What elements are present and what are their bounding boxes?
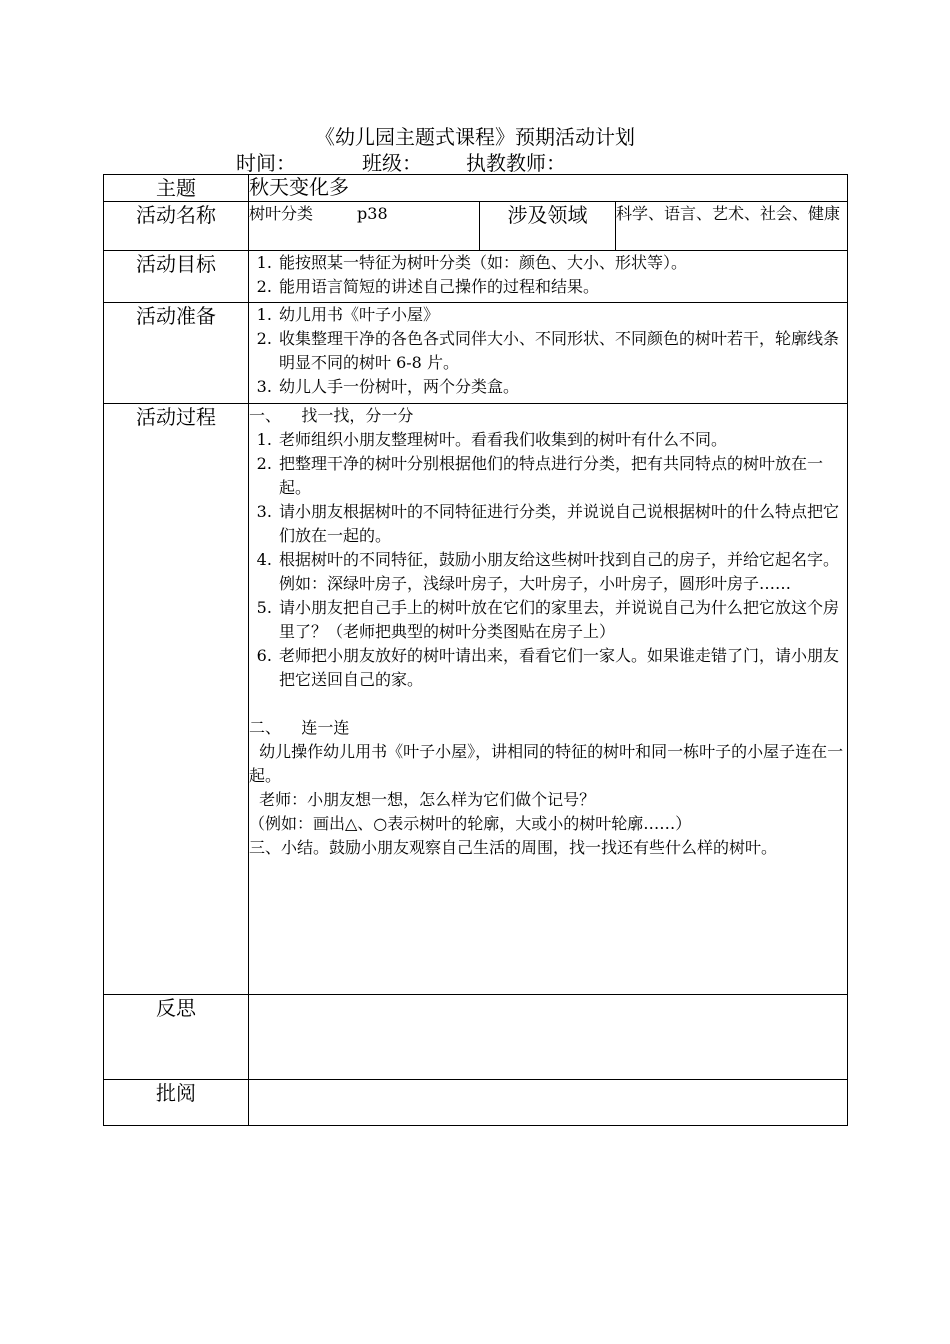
review-cell bbox=[249, 1080, 848, 1126]
list-item: 2. 能用语言简短的讲述自己操作的过程和结果。 bbox=[277, 275, 847, 299]
list-item: 2. 收集整理干净的各色各式同伴大小、不同形状、不同颜色的树叶若干，轮廓线条明显不同的树叶 6-8 片。 bbox=[277, 327, 847, 375]
topic-label: 主题 bbox=[104, 175, 249, 202]
process-row bbox=[104, 404, 848, 995]
teacher-label: 执教教师： bbox=[466, 151, 566, 175]
list-item: 4. 根据树叶的不同特征，鼓励小朋友给这些树叶找到自己的房子，并给它起名字。例如：深绿叶房子，浅绿叶房子，大叶房子，小叶房子，圆形叶房子…… bbox=[277, 548, 847, 596]
activity-name-cell bbox=[249, 202, 480, 251]
goal-cell bbox=[249, 251, 848, 303]
list-item: 1. 能按照某一特征为树叶分类（如：颜色、大小、形状等）。 bbox=[277, 251, 847, 275]
section-2-para: 幼儿操作幼儿用书《叶子小屋》，讲相同的特征的树叶和同一栋叶子的小屋子连在一起。 bbox=[249, 742, 844, 785]
process-list bbox=[249, 428, 847, 692]
reflection-label: 反思 bbox=[104, 995, 249, 1080]
review-row bbox=[104, 1080, 848, 1126]
review-label: 批阅 bbox=[104, 1080, 249, 1126]
process-label: 活动过程 bbox=[104, 404, 249, 995]
activity-name-label: 活动名称 bbox=[104, 202, 249, 251]
list-item: 6. 老师把小朋友放好的树叶请出来，看看它们一家人。如果谁走错了门，请小朋友把它送回自己的家。 bbox=[277, 644, 847, 692]
meta-line bbox=[236, 150, 566, 176]
goal-row bbox=[104, 251, 848, 303]
prep-list bbox=[249, 303, 847, 399]
section-3-summary: 三、小结。鼓励小朋友观察自己生活的周围，找一找还有些什么样的树叶。 bbox=[249, 838, 778, 857]
goal-label: 活动目标 bbox=[104, 251, 249, 303]
class-label: 班级： bbox=[362, 151, 422, 175]
section-2-para: （例如：画出△、○表示树叶的轮廓，大或小的树叶轮廓……） bbox=[249, 814, 692, 833]
domain-label: 涉及领域 bbox=[480, 202, 616, 251]
topic-value: 秋天变化多 bbox=[249, 175, 848, 202]
prep-label: 活动准备 bbox=[104, 303, 249, 404]
topic-row bbox=[104, 175, 848, 202]
list-item: 2. 把整理干净的树叶分别根据他们的特点进行分类，把有共同特点的树叶放在一起。 bbox=[277, 452, 847, 500]
list-item: 3. 请小朋友根据树叶的不同特征进行分类，并说说自己说根据树叶的什么特点把它们放在一起的。 bbox=[277, 500, 847, 548]
goal-list bbox=[249, 251, 847, 299]
reflection-cell bbox=[249, 995, 848, 1080]
time-label: 时间： bbox=[236, 151, 296, 175]
list-item: 1. 老师组织小朋友整理树叶。看看我们收集到的树叶有什么不同。 bbox=[277, 428, 847, 452]
domain-value: 科学、语言、艺术、社会、健康 bbox=[616, 202, 848, 251]
section-2-title: 二、 连一连 bbox=[249, 718, 350, 737]
activity-name-value: 树叶分类 bbox=[249, 204, 314, 223]
activity-page: p38 bbox=[357, 204, 388, 223]
prep-row bbox=[104, 303, 848, 404]
activity-name-row bbox=[104, 202, 848, 251]
list-item: 5. 请小朋友把自己手上的树叶放在它们的家里去，并说说自己为什么把它放这个房里了？（老师把典型的树叶分类图贴在房子上） bbox=[277, 596, 847, 644]
list-item: 3. 幼儿人手一份树叶，两个分类盒。 bbox=[277, 375, 847, 399]
section-1-title: 一、 找一找，分一分 bbox=[249, 406, 414, 425]
list-item: 1. 幼儿用书《叶子小屋》 bbox=[277, 303, 847, 327]
section-2-para: 老师：小朋友想一想，怎么样为它们做个记号？ bbox=[249, 790, 596, 809]
reflection-row bbox=[104, 995, 848, 1080]
prep-cell bbox=[249, 303, 848, 404]
process-cell bbox=[249, 404, 848, 995]
document-title: 《幼儿园主题式课程》预期活动计划 bbox=[315, 125, 635, 149]
activity-plan-table bbox=[103, 174, 848, 1126]
